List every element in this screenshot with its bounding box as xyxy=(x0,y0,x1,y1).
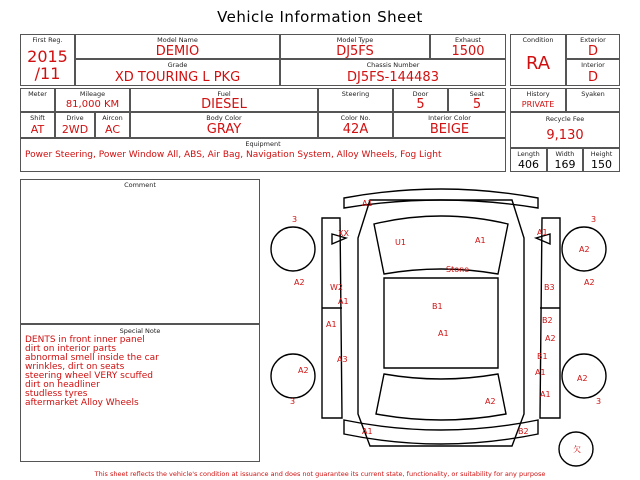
interior-color-label: Interior Color xyxy=(428,114,471,122)
recycle-fee-value: 9,130 xyxy=(546,128,584,143)
left-side-panel xyxy=(322,218,342,418)
drive-cell xyxy=(55,112,95,138)
model-type-cell xyxy=(280,34,430,59)
mileage-label: Mileage xyxy=(79,90,106,98)
length-label: Length xyxy=(517,150,540,158)
damage-mark: A1 xyxy=(338,297,349,306)
equipment-cell xyxy=(20,138,506,172)
front-bumper xyxy=(344,189,538,208)
first-reg-value: 2015 /11 xyxy=(27,47,68,83)
interior-color-value: BEIGE xyxy=(429,122,470,137)
exterior-cell xyxy=(566,34,620,59)
damage-mark: A1 xyxy=(326,320,337,329)
damage-mark: A2 xyxy=(545,334,556,343)
special-note-item: dirt on interior parts xyxy=(25,344,117,354)
damage-mark: B3 xyxy=(544,283,555,292)
syaken-label: Syaken xyxy=(581,90,605,98)
exhaust-value: 1500 xyxy=(451,44,485,59)
special-note-item: DENTS in front inner panel xyxy=(25,335,145,345)
mileage-value: 81,000 KM xyxy=(65,99,120,110)
recycle-fee-cell xyxy=(510,112,620,148)
chassis-value: DJ5FS-144483 xyxy=(347,70,439,85)
damage-mark: 3 xyxy=(596,397,602,406)
width-cell xyxy=(547,148,583,172)
special-note-item: studless tyres xyxy=(25,389,88,399)
height-label: Height xyxy=(590,150,613,158)
car-roof xyxy=(384,278,498,368)
door-cell xyxy=(393,88,448,112)
car-damage-diagram xyxy=(262,178,622,468)
front-left-wheel xyxy=(271,227,315,271)
damage-mark: A2 xyxy=(579,245,590,254)
history-label: History xyxy=(526,90,550,98)
model-type-label: Model Type xyxy=(336,36,374,44)
damage-mark: 欠 xyxy=(573,445,581,454)
shift-cell xyxy=(20,112,55,138)
length-value: 406 xyxy=(518,158,539,171)
condition-value: RA xyxy=(525,53,551,74)
height-value: 150 xyxy=(591,158,612,171)
damage-mark: A1 xyxy=(362,199,373,208)
damage-mark: A2 xyxy=(584,278,595,287)
damage-mark: A1 xyxy=(535,368,546,377)
condition-label: Condition xyxy=(522,36,554,44)
fuel-cell xyxy=(130,88,318,112)
steering-label: Steering xyxy=(341,90,370,98)
special-note-item: steering wheel VERY scuffed xyxy=(25,371,153,381)
body-color-label: Body Color xyxy=(206,114,242,122)
equipment-value: Power Steering, Power Window All, ABS, Air Bag, Navigation System, Alloy Wheels, Fog Light xyxy=(25,150,442,160)
fuel-value: DIESEL xyxy=(201,97,247,112)
disclaimer-footer: This sheet reflects the vehicle's condition at issuance and does not guarantee its current state, functionality, or suitability for any purpose xyxy=(94,470,546,478)
recycle-fee-label: Recycle Fee xyxy=(545,115,585,123)
steering-cell xyxy=(318,88,393,112)
special-note-item: wrinkles, dirt on seats xyxy=(25,362,125,372)
damage-mark: A1 xyxy=(475,236,486,245)
damage-mark: A1 xyxy=(537,228,548,237)
damage-mark: A1 xyxy=(362,427,373,436)
equipment-label: Equipment xyxy=(245,140,281,148)
chassis-cell xyxy=(280,59,506,86)
special-note-label: Special Note xyxy=(119,327,161,335)
special-note-item: dirt on headliner xyxy=(25,380,100,390)
meter-cell xyxy=(20,88,55,112)
seat-cell xyxy=(448,88,506,112)
exhaust-cell xyxy=(430,34,506,59)
chassis-label: Chassis Number xyxy=(366,61,420,69)
damage-mark: B2 xyxy=(518,427,529,436)
damage-mark: A3 xyxy=(337,355,348,364)
exterior-label: Exterior xyxy=(580,36,606,44)
damage-mark: A1 xyxy=(438,329,449,338)
color-no-label: Color No. xyxy=(340,114,371,122)
damage-mark: B1 xyxy=(432,302,443,311)
damage-mark: A1 xyxy=(540,390,551,399)
door-value: 5 xyxy=(416,97,425,112)
body-color-value: GRAY xyxy=(206,122,242,137)
interior-color-cell xyxy=(393,112,506,138)
syaken-cell xyxy=(566,88,620,112)
sheet-title: Vehicle Information Sheet xyxy=(217,8,423,26)
door-label: Door xyxy=(412,90,429,98)
aircon-value: AC xyxy=(104,123,120,136)
damage-mark: A2 xyxy=(577,374,588,383)
history-cell xyxy=(510,88,566,112)
model-name-value: DEMIO xyxy=(155,44,200,59)
special-note-item: aftermarket Alloy Wheels xyxy=(25,398,139,408)
aircon-label: Aircon xyxy=(102,114,123,122)
damage-mark: B2 xyxy=(542,316,553,325)
color-no-cell xyxy=(318,112,393,138)
height-cell xyxy=(583,148,620,172)
damage-mark: W2 xyxy=(330,283,343,292)
damage-mark: 3 xyxy=(290,397,296,406)
history-value: PRIVATE xyxy=(521,100,555,109)
width-value: 169 xyxy=(554,158,576,171)
car-body-outline xyxy=(358,200,524,446)
body-color-cell xyxy=(130,112,318,138)
grade-value: XD TOURING L PKG xyxy=(114,70,241,85)
drive-value: 2WD xyxy=(61,123,89,136)
shift-label: Shift xyxy=(30,114,45,122)
rear-left-wheel xyxy=(271,354,315,398)
damage-mark: 3 xyxy=(292,215,298,224)
first-reg-label: First Reg. xyxy=(32,36,63,44)
mileage-cell xyxy=(55,88,130,112)
rear-bumper xyxy=(344,420,538,444)
length-cell xyxy=(510,148,547,172)
model-type-value: DJ5FS xyxy=(336,44,374,59)
comment-box xyxy=(20,179,260,324)
exhaust-label: Exhaust xyxy=(454,36,482,44)
drive-label: Drive xyxy=(66,114,84,122)
damage-mark: A2 xyxy=(294,278,305,287)
model-name-cell xyxy=(75,34,280,59)
color-no-value: 42A xyxy=(342,122,369,137)
damage-mark: B1 xyxy=(537,352,548,361)
interior-value: D xyxy=(587,70,598,85)
shift-value: AT xyxy=(30,123,45,136)
grade-label: Grade xyxy=(167,61,188,69)
model-name-label: Model Name xyxy=(157,36,198,44)
exterior-value: D xyxy=(587,44,598,59)
damage-mark: Stone xyxy=(446,265,470,274)
seat-value: 5 xyxy=(472,97,482,112)
interior-label: Interior xyxy=(581,61,605,69)
first-reg-cell xyxy=(20,34,75,86)
damage-mark: A2 xyxy=(485,397,496,406)
special-note-item: abnormal smell inside the car xyxy=(25,353,159,363)
aircon-cell xyxy=(95,112,130,138)
fuel-label: Fuel xyxy=(217,90,231,98)
interior-cell xyxy=(566,59,620,86)
meter-label: Meter xyxy=(28,90,47,98)
damage-mark: U1 xyxy=(395,238,406,247)
width-label: Width xyxy=(555,150,575,158)
condition-cell xyxy=(510,34,566,86)
seat-label: Seat xyxy=(469,90,485,98)
damage-mark: A2 xyxy=(298,366,309,375)
grade-cell xyxy=(75,59,280,86)
damage-mark: XX xyxy=(338,229,349,238)
damage-mark: 3 xyxy=(591,215,597,224)
special-notes-list xyxy=(25,336,159,408)
comment-label: Comment xyxy=(124,181,156,189)
